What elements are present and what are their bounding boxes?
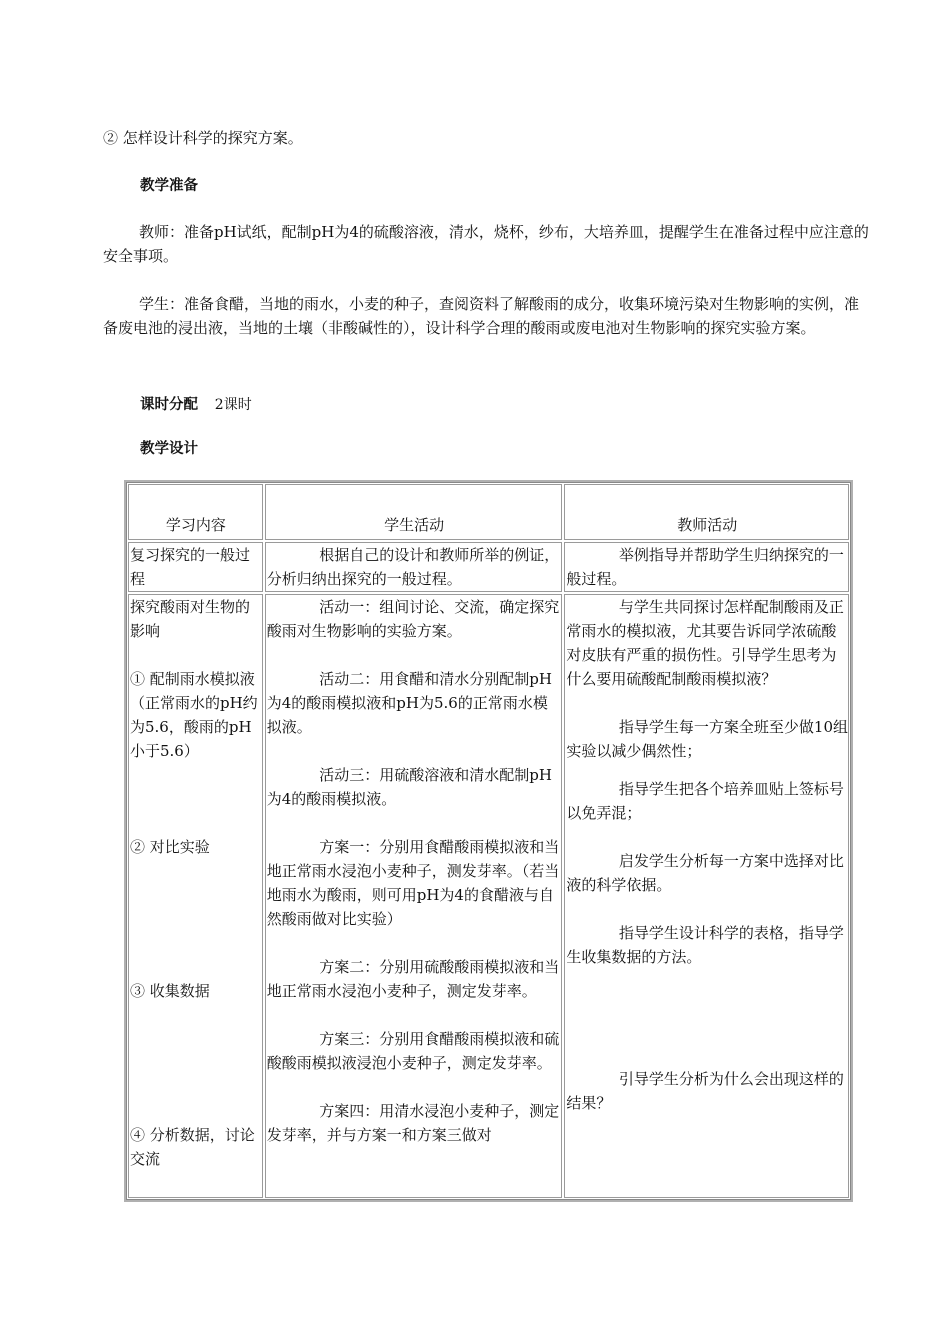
- header-content: 学习内容: [128, 484, 263, 540]
- teaching-design-table: [124, 480, 853, 1202]
- table-row: [128, 542, 849, 592]
- table-header-row: [128, 484, 849, 540]
- row2-student: [265, 594, 563, 1198]
- row2-teacher: [564, 594, 849, 1198]
- teacher-activity-5: 指导学生设计科学的表格，指导学生收集数据的方法。: [566, 924, 844, 966]
- row1-teacher-text: 举例指导并帮助学生归纳探究的一般过程。: [566, 546, 844, 588]
- student-plan-4: 方案四：用清水浸泡小麦种子，测定发芽率，并与方案一和方案三做对: [266, 1102, 560, 1144]
- student-activity-1: 活动一：组间讨论、交流，确定探究酸雨对生物影响的实验方案。: [266, 598, 560, 640]
- student-plan-2: 方案二：分别用硫酸酸雨模拟液和当地正常雨水浸泡小麦种子，测定发芽率。: [266, 958, 560, 1000]
- teacher-activity-3: 指导学生把各个培养皿贴上签标号以免弄混；: [566, 780, 844, 822]
- row1-student-text: 根据自己的设计和教师所举的例证，分析归纳出探究的一般过程。: [266, 546, 560, 588]
- teacher-activity-1: 与学生共同探讨怎样配制酸雨及正常雨水的模拟液，尤其要告诉同学浓硫酸对皮肤有严重的损伤性。引导学生思考为什么要用硫酸配制酸雨模拟液？: [566, 598, 844, 688]
- teacher-prep-paragraph: 教师：准备pH试纸，配制pH为4的硫酸溶液，清水，烧杯，纱布，大培养皿，提醒学生在准备过程中应注意的安全事项。: [103, 223, 869, 265]
- header-teacher: 教师活动: [564, 484, 849, 540]
- row2-content-step3: ③ 收集数据: [130, 982, 210, 1000]
- student-plan-1: 方案一：分别用食醋酸雨模拟液和当地正常雨水浸泡小麦种子，测发芽率。（若当地雨水为酸雨，则可用pH为4的食醋液与自然酸雨做对比实验）: [266, 838, 560, 928]
- student-activity-2: 活动二：用食醋和清水分别配制pH为4的酸雨模拟液和pH为5.6的正常雨水模拟液。: [266, 670, 552, 736]
- student-activity-3: 活动三：用硫酸溶液和清水配制pH为4的酸雨模拟液。: [266, 766, 552, 808]
- teacher-activity-2: 指导学生每一方案全班至少做10组实验以减少偶然性；: [566, 718, 848, 760]
- row1-teacher: [564, 542, 849, 592]
- table-row: [128, 594, 849, 1198]
- hours-label: 课时分配: [140, 397, 198, 413]
- row2-content-title: 探究酸雨对生物的影响: [130, 598, 251, 640]
- row2-content-step2: ② 对比实验: [130, 838, 210, 856]
- hours-line: [140, 392, 252, 417]
- prep-heading: 教学准备: [140, 178, 198, 194]
- design-heading: 教学设计: [140, 441, 198, 457]
- row1-student: [265, 542, 563, 592]
- teacher-activity-4: 启发学生分析每一方案中选择对比液的科学依据。: [566, 852, 844, 894]
- intro-item: ② 怎样设计科学的探究方案。: [103, 129, 303, 147]
- row2-content-step1: ① 配制雨水模拟液（正常雨水的pH约为5.6，酸雨的pH小于5.6）: [130, 670, 258, 760]
- row2-content: [128, 594, 263, 1198]
- row2-content-step4: ④ 分析数据，讨论交流: [130, 1126, 255, 1168]
- student-plan-3: 方案三：分别用食醋酸雨模拟液和硫酸酸雨模拟液浸泡小麦种子，测定发芽率。: [266, 1030, 560, 1072]
- teacher-activity-6: 引导学生分析为什么会出现这样的结果？: [566, 1070, 844, 1112]
- hours-value: 2课时: [214, 397, 252, 413]
- row1-content-text: 复习探究的一般过程: [130, 546, 251, 588]
- header-student: 学生活动: [265, 484, 563, 540]
- row1-content: [128, 542, 263, 592]
- student-prep-paragraph: 学生：准备食醋，当地的雨水，小麦的种子，查阅资料了解酸雨的成分，收集环境污染对生物影响的实例，准备废电池的浸出液，当地的土壤（非酸碱性的），设计科学合理的酸雨或废电池对生物影响的探究实验方案。: [103, 295, 860, 337]
